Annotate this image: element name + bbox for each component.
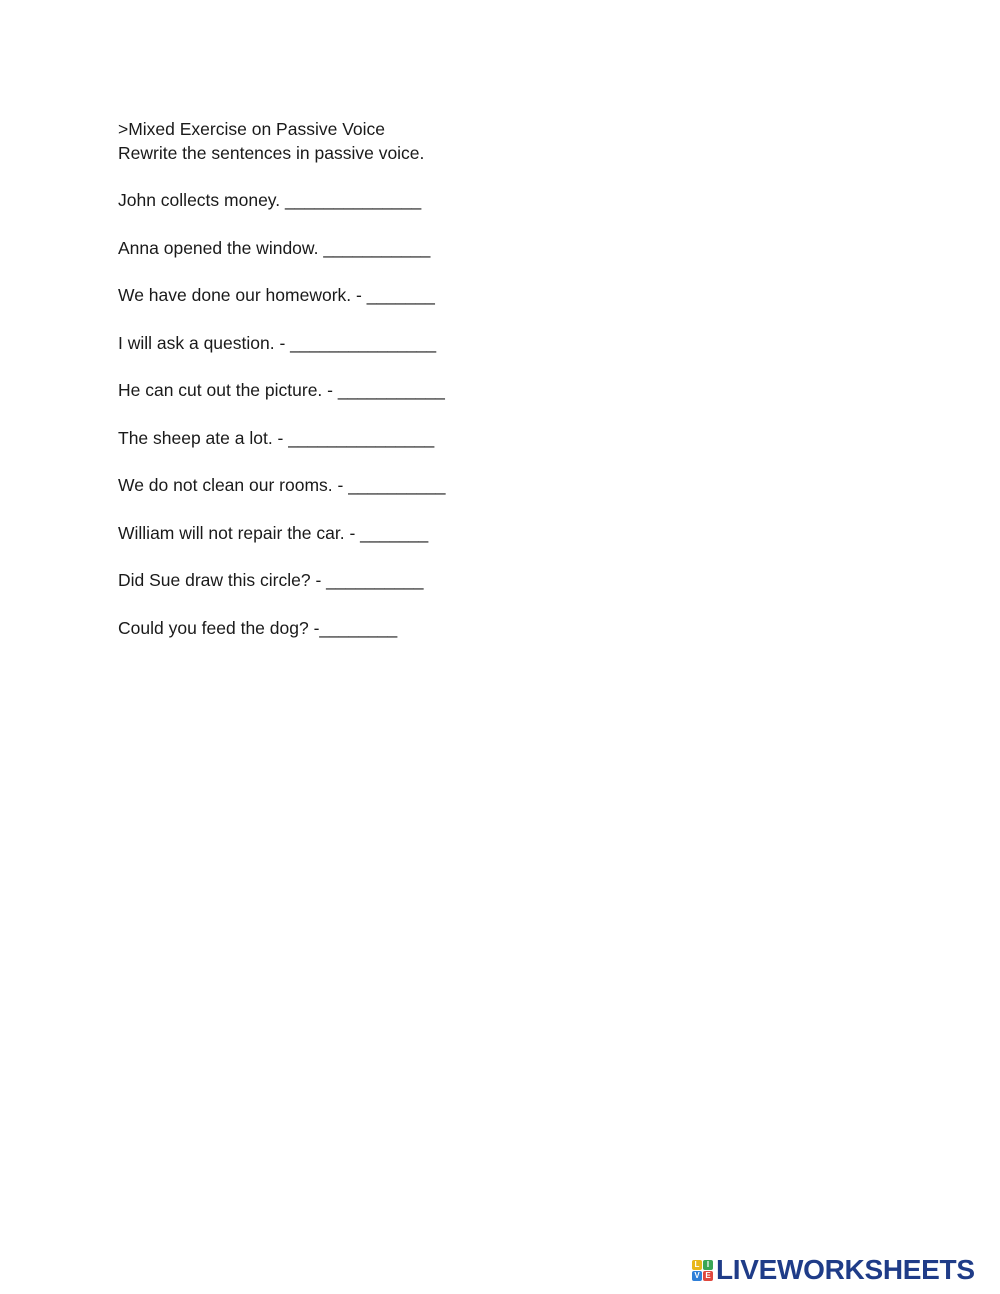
question-text: Did Sue draw this circle? -: [118, 570, 327, 590]
logo-tile-l: L: [692, 1260, 702, 1270]
question-item: [118, 236, 818, 260]
worksheet-instruction: Rewrite the sentences in passive voice.: [118, 143, 425, 163]
answer-blank[interactable]: __________: [326, 570, 424, 590]
question-item: [118, 331, 818, 355]
question-text: We have done our homework. -: [118, 285, 367, 305]
answer-blank[interactable]: ________: [319, 617, 398, 638]
answer-blank[interactable]: _______________: [288, 427, 435, 448]
answer-blank[interactable]: _______________: [290, 332, 437, 353]
question-item: [118, 568, 818, 592]
question-item: [118, 188, 818, 212]
answer-blank[interactable]: ______________: [284, 190, 422, 210]
answer-blank[interactable]: __________: [348, 475, 446, 495]
question-text: John collects money.: [118, 190, 285, 210]
question-item: [118, 616, 818, 640]
question-item: [118, 378, 818, 402]
worksheet-title: >Mixed Exercise on Passive Voice: [118, 119, 386, 139]
question-text: Anna opened the window.: [118, 237, 324, 258]
logo-tile-i: I: [703, 1260, 713, 1270]
worksheet: [118, 117, 818, 663]
question-item: [118, 426, 818, 450]
liveworksheets-brand: [692, 1254, 975, 1285]
question-text: I will ask a question. -: [118, 332, 291, 353]
question-list: [118, 188, 818, 640]
answer-blank[interactable]: _______: [366, 285, 435, 305]
question-text: Could you feed the dog? -: [118, 617, 320, 638]
answer-blank[interactable]: _______: [360, 522, 429, 543]
question-text: We do not clean our rooms. -: [118, 475, 349, 495]
liveworksheets-logo-icon: [692, 1260, 713, 1281]
question-text: William will not repair the car. -: [118, 522, 361, 543]
answer-blank[interactable]: ___________: [337, 380, 445, 400]
answer-blank[interactable]: ___________: [323, 237, 431, 258]
question-item: [118, 521, 818, 545]
question-text: He can cut out the picture. -: [118, 380, 338, 400]
brand-name: LIVEWORKSHEETS: [716, 1254, 975, 1285]
logo-tile-v: V: [692, 1271, 702, 1281]
question-item: [118, 473, 818, 497]
question-text: The sheep ate a lot. -: [118, 427, 289, 448]
logo-tile-e: E: [703, 1271, 713, 1281]
question-item: [118, 283, 818, 307]
